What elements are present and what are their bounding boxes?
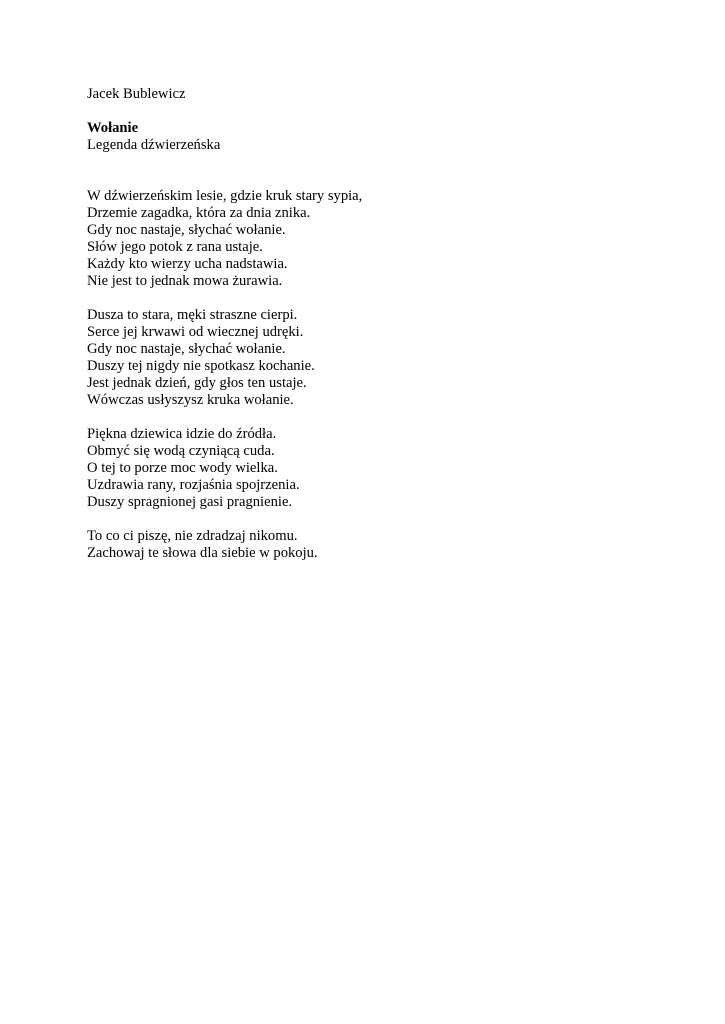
verse-line: Duszy tej nigdy nie spotkasz kochanie. bbox=[87, 358, 315, 374]
verse-line: Drzemie zagadka, która za dnia znika. bbox=[87, 205, 311, 221]
verse-line: O tej to porze moc wody wielka. bbox=[87, 460, 278, 476]
verse-line: Wówczas usłyszysz kruka wołanie. bbox=[87, 392, 294, 408]
stanza-2 bbox=[87, 307, 647, 409]
verse-line: Dusza to stara, męki straszne cierpi. bbox=[87, 307, 298, 323]
poem-content bbox=[87, 86, 647, 579]
stanza-4 bbox=[87, 528, 647, 562]
verse-line: Gdy noc nastaje, słychać wołanie. bbox=[87, 341, 286, 357]
poem-subtitle: Legenda dźwierzeńska bbox=[87, 137, 221, 153]
verse-line: Obmyć się wodą czyniącą cuda. bbox=[87, 443, 275, 459]
verse-line: Serce jej krwawi od wiecznej udręki. bbox=[87, 324, 304, 340]
poem-title: Wołanie bbox=[87, 120, 139, 136]
verse-line: Słów jego potok z rana ustaje. bbox=[87, 239, 263, 255]
verse-line: Duszy spragnionej gasi pragnienie. bbox=[87, 494, 293, 510]
verse-line: Zachowaj te słowa dla siebie w pokoju. bbox=[87, 545, 318, 561]
verse-line: W dźwierzeńskim lesie, gdzie kruk stary sypia, bbox=[87, 188, 363, 204]
verse-line: Jest jednak dzień, gdy głos ten ustaje. bbox=[87, 375, 307, 391]
verse-line: Nie jest to jednak mowa żurawia. bbox=[87, 273, 283, 289]
stanza-1 bbox=[87, 188, 647, 290]
verse-line: To co ci piszę, nie zdradzaj nikomu. bbox=[87, 528, 298, 544]
verse-line: Uzdrawia rany, rozjaśnia spojrzenia. bbox=[87, 477, 300, 493]
author-name: Jacek Bublewicz bbox=[87, 86, 186, 102]
verse-line: Piękna dziewica idzie do źródła. bbox=[87, 426, 277, 442]
verse-line: Gdy noc nastaje, słychać wołanie. bbox=[87, 222, 286, 238]
verse-line: Każdy kto wierzy ucha nadstawia. bbox=[87, 256, 288, 272]
stanza-3 bbox=[87, 426, 647, 511]
